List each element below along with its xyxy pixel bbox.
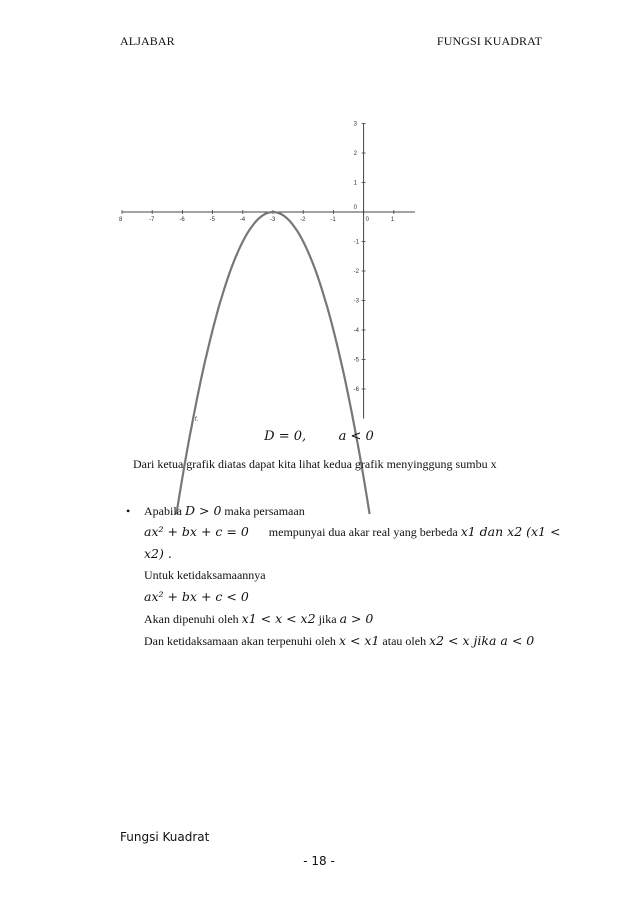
line-5: ax² + bx + c < 0 (144, 589, 249, 604)
x-tick-label: -3 (270, 217, 276, 223)
line-1: Apabila D > 0 maka persamaan (144, 503, 305, 518)
line-3: x2) . (144, 546, 172, 561)
x-tick-label: -4 (239, 217, 246, 223)
figure-caption (0, 428, 638, 444)
line-4: Untuk ketidaksamaannya (144, 568, 266, 582)
y-tick-label: 0 (353, 205, 357, 211)
line-2: ax² + bx + c = 0 mempunyai dua akar real yang berbeda x1 dan x2 (x1 < (144, 524, 561, 539)
header-left: ALJABAR (120, 34, 175, 48)
page-number: - 18 - (303, 854, 335, 868)
x-tick-label: -5 (209, 217, 215, 223)
x-tick-label: -7 (149, 217, 155, 223)
y-tick-label: -3 (353, 298, 359, 305)
y-tick-label: 3 (353, 121, 357, 128)
y-tick-label: -5 (353, 357, 359, 364)
parabola-plot (120, 112, 420, 424)
y-tick-label: 1 (353, 180, 357, 187)
caption-d: D = 0, (264, 429, 307, 444)
y-tick-label: 2 (353, 151, 357, 157)
intro-text: Dari ketua grafik diatas dapat kita lihat kedua grafik menyinggung sumbu x (133, 457, 497, 471)
line-7: Dan ketidaksamaan akan terpenuhi oleh x < x1 atau oleh x2 < x jika a < 0 (144, 633, 535, 648)
x-tick-label: -1 (330, 217, 336, 223)
plot-axes (122, 121, 415, 419)
bullet-marker: • (126, 504, 131, 518)
plot-ticks (119, 122, 395, 394)
x-tick-label: 8 (119, 217, 123, 223)
y-tick-label: -1 (353, 239, 359, 246)
x-tick-label: 0 (365, 217, 369, 223)
x-tick-label: -6 (179, 217, 185, 223)
x-tick-label: -2 (300, 217, 306, 223)
y-tick-label: -4 (353, 328, 359, 334)
curve-label: f. (195, 417, 199, 423)
header-right: FUNGSI KUADRAT (436, 34, 542, 48)
y-tick-label: -6 (353, 387, 359, 393)
caption-a: a < 0 (338, 429, 374, 444)
x-tick-label: 1 (390, 217, 395, 223)
footer-title: Fungsi Kuadrat (120, 830, 210, 844)
line-6: Akan dipenuhi oleh x1 < x < x2 jika a > 0 (144, 611, 374, 626)
y-tick-label: -2 (353, 269, 359, 275)
